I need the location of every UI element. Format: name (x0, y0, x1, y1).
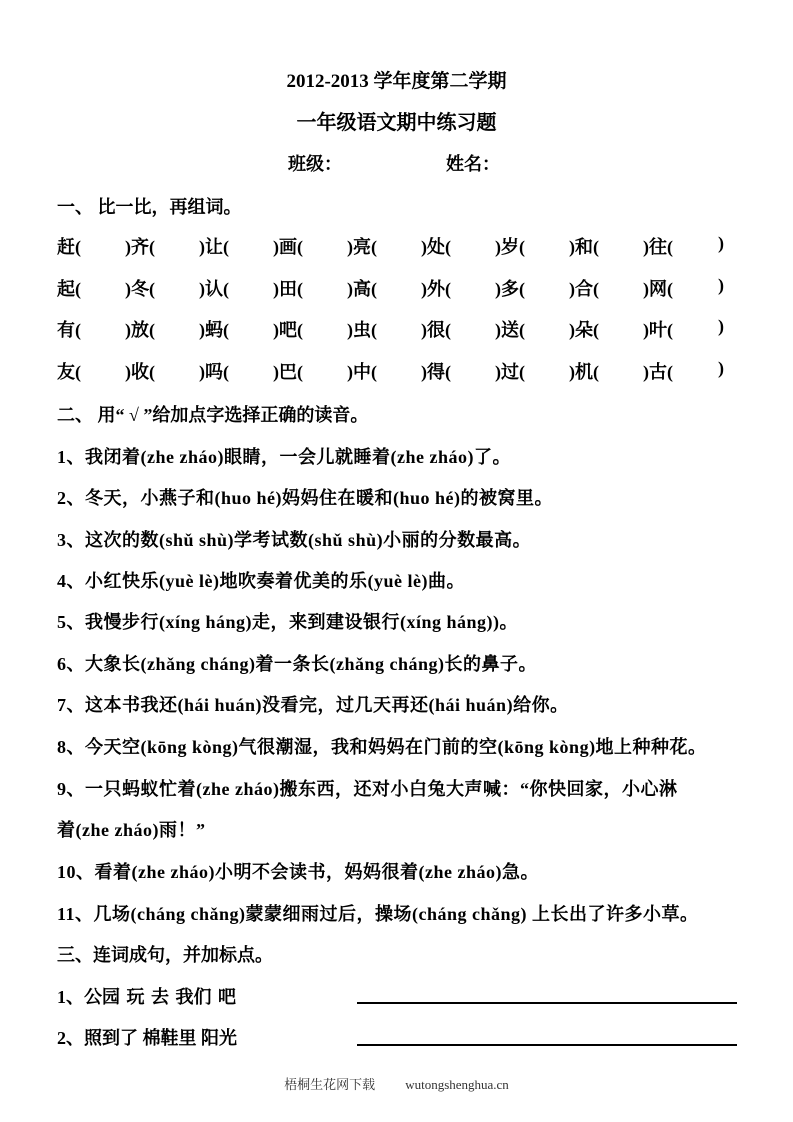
word-blank-cell[interactable]: 友( (57, 362, 81, 382)
question-item: 4、小红快乐(yuè lè)地吹奏着优美的乐(yuè lè)曲。 (57, 571, 465, 591)
question-item: 2、冬天，小燕子和(huo hé)妈妈住在暖和(huo hé)的被窝里。 (57, 488, 554, 508)
word-blank-cell[interactable]: )虫( (347, 320, 377, 340)
word-blank-cell[interactable]: )冬( (125, 279, 155, 299)
closing-paren: ) (718, 358, 724, 378)
word-blank-cell[interactable]: )过( (495, 362, 525, 382)
question-item: 1、我闭着(zhe zháo)眼睛，一会儿就睡着(zhe zháo)了。 (57, 447, 511, 467)
question-item: 6、大象长(zhǎng cháng)着一条长(zhǎng cháng)长的鼻子。 (57, 654, 538, 674)
footer (0, 1074, 793, 1093)
word-blank-cell[interactable]: )巴( (273, 362, 303, 382)
question-item: 7、这本书我还(hái huán)没看完，过几天再还(hái huán)给你。 (57, 695, 569, 715)
section3-heading: 三、连词成句，并加标点。 (57, 945, 273, 965)
closing-paren: ) (718, 275, 724, 295)
word-blank-cell[interactable]: )亮( (347, 237, 377, 257)
word-blank-cell[interactable]: )齐( (125, 237, 155, 257)
word-blank-cell[interactable]: )往( (643, 237, 673, 257)
word-blank-cell[interactable]: )蚂( (199, 320, 229, 340)
word-blank-cell[interactable]: )让( (199, 237, 229, 257)
section2-heading: 二、 用“ √ ”给加点字选择正确的读音。 (57, 405, 369, 425)
word-blank-cell[interactable]: )处( (421, 237, 451, 257)
word-blank-cell[interactable]: )朵( (569, 320, 599, 340)
word-blank-cell[interactable]: )吧( (273, 320, 303, 340)
question-item: 11、几场(cháng chǎng)蒙蒙细雨过后，操场(cháng chǎng) 上长出了许多小草。 (57, 904, 699, 924)
question-item: 9、一只蚂蚁忙着(zhe zháo)搬东西，还对小白兔大声喊：“你快回家，小心淋 (57, 779, 678, 799)
word-blank-cell[interactable]: )机( (569, 362, 599, 382)
word-blank-cell[interactable]: 有( (57, 320, 81, 340)
word-blank-cell[interactable]: )放( (125, 320, 155, 340)
sentence-words: 2、照到了 棉鞋里 阳光 (57, 1028, 237, 1048)
word-blank-cell[interactable]: )吗( (199, 362, 229, 382)
question-item: 10、看着(zhe zháo)小明不会读书，妈妈很着(zhe zháo)急。 (57, 862, 539, 882)
grid-row (0, 358, 793, 384)
word-blank-cell[interactable]: )得( (421, 362, 451, 382)
word-blank-cell[interactable]: )中( (347, 362, 377, 382)
sentence-words: 1、公园 玩 去 我们 吧 (57, 987, 236, 1007)
word-blank-cell[interactable]: )岁( (495, 237, 525, 257)
word-blank-cell[interactable]: )多( (495, 279, 525, 299)
school-year-title: 2012-2013 学年度第二学期 (286, 71, 507, 92)
word-blank-cell[interactable]: )田( (273, 279, 303, 299)
word-blank-cell[interactable]: 赶( (57, 237, 81, 257)
word-blank-cell[interactable]: )古( (643, 362, 673, 382)
grid-row (0, 275, 793, 301)
name-label: 姓名： (446, 154, 500, 174)
word-blank-cell[interactable]: )和( (569, 237, 599, 257)
class-label: 班级： (288, 154, 342, 174)
grid-row (0, 316, 793, 342)
word-blank-cell[interactable]: )合( (569, 279, 599, 299)
word-blank-cell[interactable]: 起( (57, 279, 81, 299)
worksheet-title: 一年级语文期中练习题 (296, 112, 497, 134)
word-blank-cell[interactable]: )外( (421, 279, 451, 299)
grid-row (0, 233, 793, 259)
question-item: 5、我慢步行(xíng háng)走，来到建设银行(xíng háng))。 (57, 612, 519, 632)
question-item: 3、这次的数(shǔ shù)学考试数(shǔ shù)小丽的分数最高。 (57, 530, 532, 550)
closing-paren: ) (718, 233, 724, 253)
question-item-continued: 着(zhe zháo)雨！” (57, 820, 206, 840)
word-blank-cell[interactable]: )叶( (643, 320, 673, 340)
word-blank-cell[interactable]: )送( (495, 320, 525, 340)
word-blank-cell[interactable]: )很( (421, 320, 451, 340)
closing-paren: ) (718, 316, 724, 336)
answer-line[interactable] (357, 1002, 737, 1004)
question-item: 8、今天空(kōng kòng)气很潮湿，我和妈妈在门前的空(kōng kòng)地上种种花。 (57, 737, 707, 757)
word-blank-cell[interactable]: )认( (199, 279, 229, 299)
word-blank-cell[interactable]: )高( (347, 279, 377, 299)
word-blank-cell[interactable]: )收( (125, 362, 155, 382)
word-blank-cell[interactable]: )网( (643, 279, 673, 299)
footer-site-name: 梧桐生花网下载 (284, 1077, 376, 1092)
footer-site-url: wutongshenghua.cn (405, 1077, 509, 1092)
answer-line[interactable] (357, 1044, 737, 1046)
word-blank-cell[interactable]: )画( (273, 237, 303, 257)
section1-heading: 一、 比一比，再组词。 (57, 197, 242, 217)
